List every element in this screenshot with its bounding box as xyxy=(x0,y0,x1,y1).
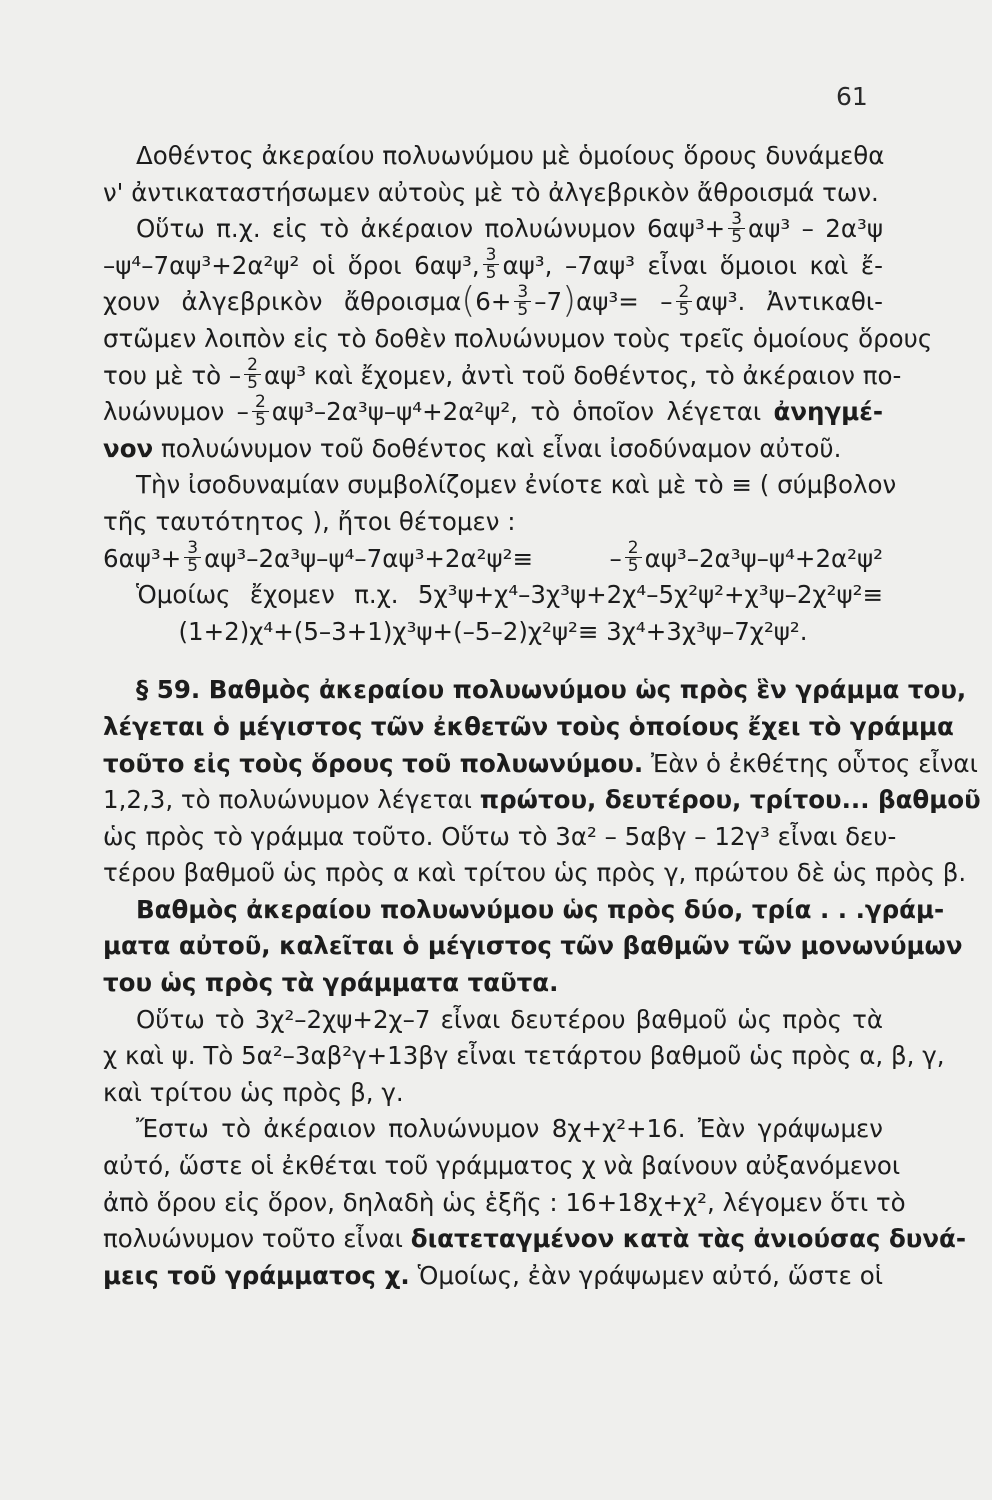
fraction: $\frac{2}{5}$ xyxy=(625,540,642,575)
text-line: Οὕτω π.χ. εἰς τὸ ἀκέραιον πολυώνυμον 6αψ³+ $\frac{3}{5}$ αψ³ – 2α³ψ xyxy=(136,208,884,247)
text-line: λέγεται ὁ μέγιστος τῶν ἐκθετῶν τοὺς ὁποίους ἔχει τὸ γράμμα xyxy=(103,711,954,741)
fraction: $\frac{3}{5}$ xyxy=(184,540,201,575)
text-line: Ὁμοίως ἔχομεν π.χ. 5χ³ψ+χ⁴–3χ³ψ+2χ⁴–5χ²ψ²+χ³ψ–2χ²ψ²≡ xyxy=(136,580,883,610)
text-line: –ψ⁴–7αψ³+2α²ψ² οἱ ὅροι 6αψ³, $\frac{3}{5}$ αψ³, –7αψ³ εἶναι ὅμοιοι καὶ ἔ- xyxy=(103,245,883,284)
text-line: τοῦτο εἰς τοὺς ὅρους τοῦ πολυωνύμου. Ἐὰν ὁ ἐκθέτης οὗτος εἶναι xyxy=(103,748,978,778)
text-line: νον πολυώνυμον τοῦ δοθέντος καὶ εἶναι ἰσοδύναμον αὐτοῦ. xyxy=(103,433,842,463)
text-line: 1,2,3, τὸ πολυώνυμον λέγεται πρώτου, δευτέρου, τρίτου... βαθμοῦ xyxy=(103,785,981,815)
text-line: χ καὶ ψ. Τὸ 5α²–3αβ²γ+13βγ εἶναι τετάρτου βαθμοῦ ὡς πρὸς α, β, γ, xyxy=(103,1041,945,1071)
equation-line: 6αψ³+ $\frac{3}{5}$ αψ³–2α³ψ–ψ⁴–7αψ³+2α²ψ²≡ – $\frac{2}{5}$ αψ³–2α³ψ–ψ⁴+2α²ψ² xyxy=(103,538,883,577)
section-heading: § 59. Βαθμὸς ἀκεραίου πολυωνύμου ὡς πρὸς ἓν γράμμα του, xyxy=(136,675,967,705)
text-line: του μὲ τὸ – $\frac{2}{5}$ αψ³ καὶ ἔχομεν, ἀντὶ τοῦ δοθέντος, τὸ ἀκέραιον πο- xyxy=(103,355,902,394)
fraction: $\frac{2}{5}$ xyxy=(676,284,693,319)
fraction: $\frac{2}{5}$ xyxy=(244,357,261,392)
equation-line: (1+2)χ⁴+(5–3+1)χ³ψ+(–5–2)χ²ψ²≡ 3χ⁴+3χ³ψ–7χ²ψ². xyxy=(178,616,808,646)
text-line: πολυώνυμον τοῦτο εἶναι διατεταγμένον κατὰ τὰς ἀνιούσας δυνά- xyxy=(103,1224,967,1254)
page-body xyxy=(103,138,981,1294)
text-line: Τὴν ἰσοδυναμίαν συμβολίζομεν ἐνίοτε καὶ μὲ τὸ ≡ ( σύμβολον xyxy=(136,470,897,500)
text-line: Βαθμὸς ἀκεραίου πολυωνύμου ὡς πρὸς δύο, τρία . . .γράμ- xyxy=(136,894,945,924)
text-line: Οὕτω τὸ 3χ²–2χψ+2χ–7 εἶναι δευτέρου βαθμοῦ ὡς πρὸς τὰ xyxy=(136,1004,883,1034)
text-line: ματα αὐτοῦ, καλεῖται ὁ μέγιστος τῶν βαθμῶν τῶν μονωνύμων xyxy=(103,931,963,961)
text-line: Ἔστω τὸ ἀκέραιον πολυώνυμον 8χ+χ²+16. Ἐὰν γράψωμεν xyxy=(136,1114,883,1144)
text-line: του ὡς πρὸς τὰ γράμματα ταῦτα. xyxy=(103,968,559,998)
text-line: τῆς ταυτότητος ), ἤτοι θέτομεν : xyxy=(103,506,516,536)
text-line: χουν ἀλγεβρικὸν ἄθροισμα(6+ $\frac{3}{5}$ –7)αψ³= – $\frac{2}{5}$ αψ³. Ἀντικαθι- xyxy=(103,280,883,322)
text-line: ν' ἀντικαταστήσωμεν αὐτοὺς μὲ τὸ ἀλγεβρικὸν ἄθροισμά των. xyxy=(103,177,879,207)
text-line: στῶμεν λοιπὸν εἰς τὸ δοθὲν πολυώνυμον τοὺς τρεῖς ὁμοίους ὅρους xyxy=(103,323,933,353)
text-line: Δοθέντος ἀκεραίου πολυωνύμου μὲ ὁμοίους ὅρους δυνάμεθα xyxy=(136,141,885,170)
text-line: τέρου βαθμοῦ ὡς πρὸς α καὶ τρίτου ὡς πρὸς γ, πρώτου δὲ ὡς πρὸς β. xyxy=(103,858,967,888)
text-line: μεις τοῦ γράμματος χ. Ὁμοίως, ἐὰν γράψωμεν αὐτό, ὥστε οἱ xyxy=(103,1260,883,1290)
text-line: αὐτό, ὥστε οἱ ἐκθέται τοῦ γράμματος χ νὰ βαίνουν αὐξανόμενοι xyxy=(103,1151,901,1181)
fraction: $\frac{2}{5}$ xyxy=(252,394,269,429)
fraction: $\frac{3}{5}$ xyxy=(728,211,745,246)
text-line: καὶ τρίτου ὡς πρὸς β, γ. xyxy=(103,1077,404,1107)
fraction: $\frac{3}{5}$ xyxy=(483,247,500,282)
fraction: $\frac{3}{5}$ xyxy=(514,284,531,319)
text-line: ἀπὸ ὅρου εἰς ὅρον, δηλαδὴ ὡς ἑξῆς : 16+18χ+χ², λέγομεν ὅτι τὸ xyxy=(103,1187,906,1217)
text-line: λυώνυμον – $\frac{2}{5}$ αψ³–2α³ψ–ψ⁴+2α²ψ², τὸ ὁποῖον λέγεται ἀνηγμέ- xyxy=(103,391,884,430)
text-line: ὡς πρὸς τὸ γράμμα τοῦτο. Οὕτω τὸ 3α² – 5αβγ – 12γ³ εἶναι δευ- xyxy=(103,821,897,851)
page-number: 61 xyxy=(836,82,868,111)
